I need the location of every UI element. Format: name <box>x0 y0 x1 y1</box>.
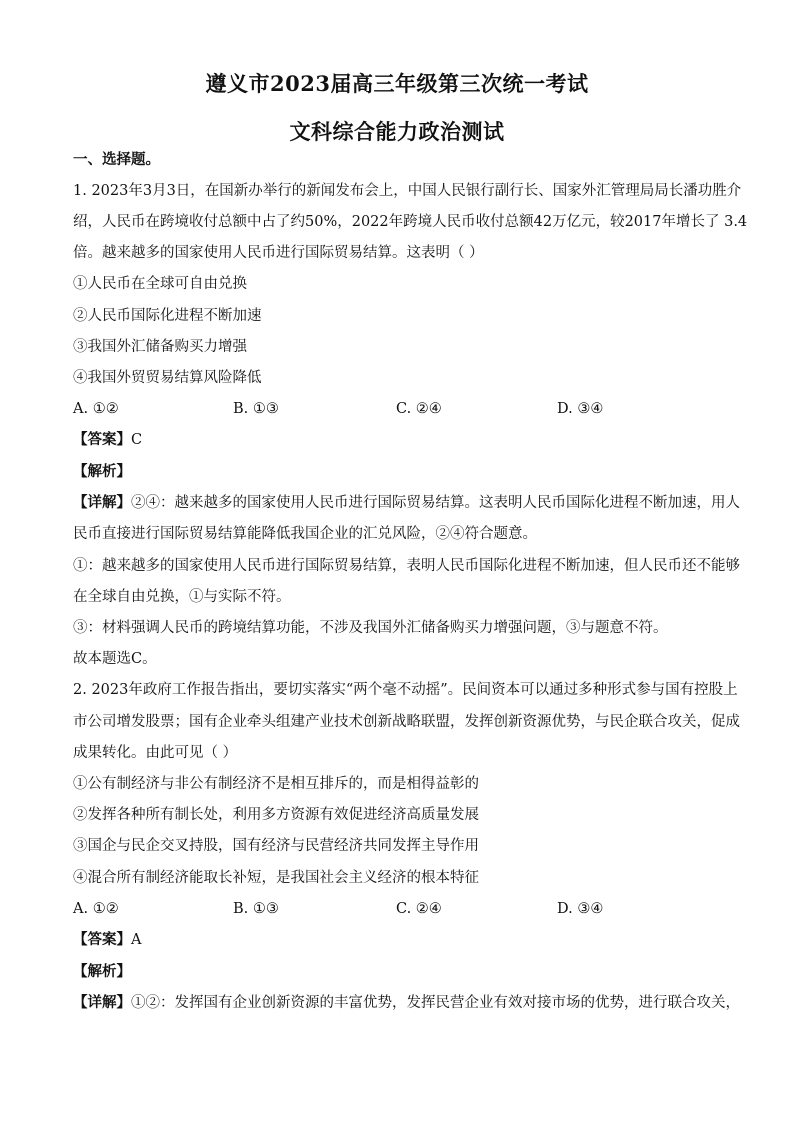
q1-detail-line: ①：越来越多的国家使用人民币进行国际贸易结算，表明人民币国际化进程不断加速，但人民币还不能够 <box>73 558 740 574</box>
q1-option-b: B. ①③ <box>233 401 279 417</box>
q2-stem-line: 成果转化。由此可见（ ） <box>73 745 238 761</box>
q2-option-d: D. ③④ <box>557 901 604 917</box>
answer-value: A <box>131 932 142 948</box>
q1-detail-line <box>73 493 740 513</box>
q1-detail-line: 故本题选C。 <box>73 651 157 667</box>
q1-item: ④我国外贸贸易结算风险降低 <box>73 370 262 386</box>
answer-label: 【答案】 <box>73 931 131 948</box>
section-heading: 一、选择题。 <box>73 151 160 168</box>
q2-detail-line <box>73 993 740 1013</box>
detail-label: 【详解】 <box>73 494 131 511</box>
q2-option-b: B. ①③ <box>233 901 279 917</box>
q2-stem-line: 2. 2023年政府工作报告指出，要切实落实“两个毫不动摇”。民间资本可以通过多种形式参与国有控股上 <box>73 682 738 698</box>
q1-item: ①人民币在全球可自由兑换 <box>73 276 247 292</box>
answer-label: 【答案】 <box>73 431 131 448</box>
q1-analysis-label: 【解析】 <box>73 463 131 480</box>
detail-label: 【详解】 <box>73 994 131 1011</box>
q2-answer <box>73 930 723 950</box>
exam-title: 遵义市2023届高三年级第三次统一考试 <box>205 71 589 96</box>
q2-stem-line: 市公司增发股票；国有企业牵头组建产业技术创新战略联盟，发挥创新资源优势，与民企联合攻关，促成 <box>73 714 740 730</box>
q2-item: ③国企与民企交叉持股，国有经济与民营经济共同发挥主导作用 <box>73 838 479 854</box>
q2-item: ④混合所有制经济能取长补短，是我国社会主义经济的根本特征 <box>73 870 479 886</box>
q1-stem-line: 倍。越来越多的国家使用人民币进行国际贸易结算。这表明（ ） <box>73 245 484 261</box>
q1-option-c: C. ②④ <box>396 401 442 417</box>
q1-detail-line: 在全球自由兑换，①与实际不符。 <box>73 589 291 605</box>
q2-option-a: A. ①② <box>73 901 119 917</box>
q1-option-d: D. ③④ <box>557 401 604 417</box>
q1-stem-line: 绍，人民币在跨境收付总额中占了约50%，2022年跨境人民币收付总额42万亿元，较2017年增长了 3.4 <box>73 214 748 230</box>
q1-answer <box>73 430 723 450</box>
q1-detail-line: 民币直接进行国际贸易结算能降低我国企业的汇兑风险，②④符合题意。 <box>73 526 537 542</box>
q1-item: ③我国外汇储备购买力增强 <box>73 339 247 355</box>
detail-text: ①②：发挥国有企业创新资源的丰富优势，发挥民营企业有效对接市场的优势，进行联合攻关， <box>131 995 740 1011</box>
exam-subtitle: 文科综合能力政治测试 <box>289 119 505 144</box>
q1-item: ②人民币国际化进程不断加速 <box>73 308 262 324</box>
answer-value: C <box>131 432 143 448</box>
q2-analysis-label: 【解析】 <box>73 963 131 980</box>
q1-stem-line: 1. 2023年3月3日，在国新办举行的新闻发布会上，中国人民银行副行长、国家外汇管理局局长潘功胜介 <box>73 183 742 199</box>
q1-option-a: A. ①② <box>73 401 119 417</box>
q1-detail-line: ③：材料强调人民币的跨境结算功能，不涉及我国外汇储备购买力增强问题，③与题意不符。 <box>73 620 668 636</box>
q2-item: ①公有制经济与非公有制经济不是相互排斥的，而是相得益彰的 <box>73 776 479 792</box>
q2-item: ②发挥各种所有制长处，利用多方资源有效促进经济高质量发展 <box>73 807 479 823</box>
q2-option-c: C. ②④ <box>396 901 442 917</box>
detail-text: ②④：越来越多的国家使用人民币进行国际贸易结算。这表明人民币国际化进程不断加速，用人 <box>131 495 740 511</box>
